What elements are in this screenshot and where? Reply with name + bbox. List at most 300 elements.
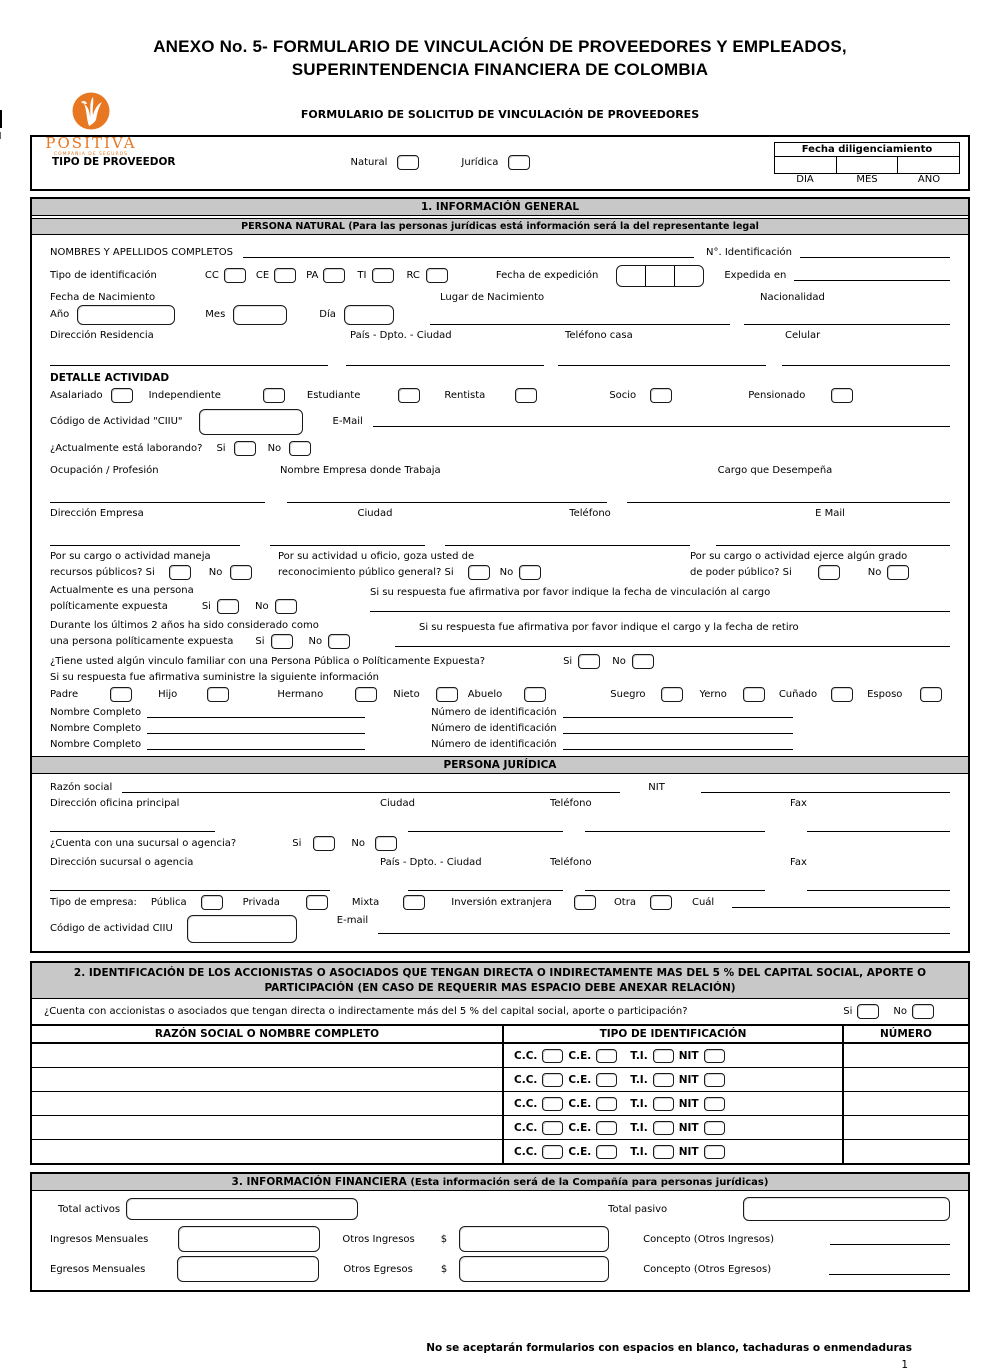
seccion-2-header	[32, 963, 968, 999]
cargo-label: Cargo que Desempeña	[717, 464, 833, 476]
title-line-2: SUPERINTENDENCIA FINANCIERA DE COLOMBIA	[291, 59, 709, 79]
razon-social-cell[interactable]	[32, 1068, 504, 1091]
nit-label: NIT	[648, 781, 665, 793]
ce-checkbox[interactable]	[274, 268, 296, 283]
nombre-empresa-label: Nombre Empresa donde Trabaja	[280, 464, 441, 476]
hermano-label: Hermano	[277, 688, 324, 700]
tipo-empresa-label: Tipo de empresa:	[50, 896, 137, 908]
rc-checkbox[interactable]	[426, 268, 448, 283]
cargo-line[interactable]	[627, 492, 950, 503]
cc-row-checkbox[interactable]	[542, 1073, 563, 1087]
tipo-proveedor-box	[30, 135, 970, 191]
nombres-line[interactable]	[243, 247, 694, 258]
pep-actual-pregunta	[50, 583, 370, 615]
dia-nacimiento-label: Día	[319, 309, 336, 321]
pep-2anos-line[interactable]	[395, 636, 950, 647]
ce-label: CE	[255, 270, 270, 282]
persona-natural-header: PERSONA NATURAL (Para las personas jurídicas está información será la del representante legal	[32, 218, 968, 235]
nit-row-checkbox[interactable]	[704, 1145, 725, 1159]
seccion-1-box	[30, 197, 970, 953]
vinculo-no-label: No	[612, 655, 626, 667]
seccion-2-titulo-linea1: 2. IDENTIFICACIÓN DE LOS ACCIONISTAS O ASOCIADOS QUE TENGAN DIRECTA O INDIRECTAMENTE MAS DEL 5 % DEL CAPITAL SOCIAL, APORTE O	[73, 966, 927, 979]
direccion-empresa-line[interactable]	[50, 535, 240, 546]
nombre-completo-line-1[interactable]	[147, 707, 365, 718]
nombre-completo-label-2: Nombre Completo	[50, 722, 142, 734]
direccion-residencia-line[interactable]	[50, 355, 328, 366]
recursos-no-checkbox[interactable]	[230, 565, 252, 580]
cunado-checkbox[interactable]	[831, 687, 853, 702]
esposo-label: Esposo	[867, 688, 903, 700]
pep-2anos-no-label: No	[308, 635, 323, 647]
privada-checkbox[interactable]	[306, 895, 328, 910]
razon-social-cell[interactable]	[32, 1092, 504, 1115]
ce-row-label: C.E.	[568, 1145, 592, 1158]
ti-row-checkbox[interactable]	[653, 1073, 674, 1087]
pep-2anos-nota-bloque	[395, 618, 950, 650]
egresos-currency: $	[440, 1263, 448, 1275]
nit-row-label: NIT	[678, 1097, 699, 1110]
oficina-fax-label: Fax	[790, 797, 807, 809]
reconocimiento-no-checkbox[interactable]	[519, 565, 541, 580]
fecha-expedicion-cell-2[interactable]	[646, 266, 675, 286]
fecha-mes-cell[interactable]	[836, 157, 898, 173]
sucursal-telefono-label: Teléfono	[550, 856, 592, 868]
pep-actual-si-checkbox[interactable]	[217, 599, 239, 614]
nombre-completo-line-3[interactable]	[147, 739, 365, 750]
direccion-sucursal-label: Dirección sucursal o agencia	[50, 856, 194, 868]
recursos-si-checkbox[interactable]	[169, 565, 191, 580]
codigo-ciiu-juridica-input[interactable]	[187, 915, 297, 943]
pep-2anos-si-checkbox[interactable]	[271, 634, 293, 649]
pep-2anos-no-checkbox[interactable]	[328, 634, 350, 649]
pa-label: PA	[306, 270, 319, 282]
empresa-telefono-line[interactable]	[445, 535, 690, 546]
pep-actual-nota: Si su respuesta fue afirmativa por favor indique la fecha de vinculación al cargo	[370, 587, 771, 599]
cc-row-label: C.C.	[514, 1097, 538, 1110]
vinculo-si-checkbox[interactable]	[578, 654, 600, 669]
col-razon-social: RAZÓN SOCIAL O NOMBRE COMPLETO	[32, 1026, 504, 1042]
accionistas-no-checkbox[interactable]	[912, 1004, 934, 1019]
padre-checkbox[interactable]	[110, 687, 132, 702]
direccion-empresa-label: Dirección Empresa	[50, 507, 144, 519]
rentista-label: Rentista	[444, 389, 486, 401]
juridica-label: Jurídica	[461, 156, 499, 168]
razon-social-cell[interactable]	[32, 1044, 504, 1067]
direccion-oficina-line[interactable]	[50, 821, 215, 832]
egresos-mensuales-input[interactable]	[177, 1256, 319, 1282]
natural-checkbox[interactable]	[397, 155, 419, 170]
fecha-ano-cell[interactable]	[897, 157, 959, 173]
sucursal-pregunta: ¿Cuenta con una sucursal o agencia?	[50, 837, 237, 849]
ce-row-checkbox[interactable]	[596, 1145, 617, 1159]
mes-nacimiento-label: Mes	[205, 309, 226, 321]
expedida-en-label: Expedida en	[724, 270, 787, 282]
nit-line[interactable]	[701, 782, 950, 793]
ti-row-label: T.I.	[630, 1145, 648, 1158]
ce-row-label: C.E.	[568, 1121, 592, 1134]
independiente-checkbox[interactable]	[263, 388, 285, 403]
nieto-label: Nieto	[393, 688, 420, 700]
title-line-1: ANEXO No. 5- FORMULARIO DE VINCULACIÓN DE PROVEEDORES Y EMPLEADOS,	[153, 37, 847, 56]
ingresos-mensuales-label: Ingresos Mensuales	[50, 1233, 149, 1245]
numero-id-line-2[interactable]	[563, 723, 793, 734]
otros-egresos-input[interactable]	[459, 1256, 609, 1282]
otros-egresos-label: Otros Egresos	[343, 1263, 413, 1275]
asalariado-checkbox[interactable]	[111, 388, 133, 403]
sucursal-pais-line[interactable]	[408, 880, 563, 891]
dia-label: DIA	[796, 173, 814, 185]
nit-row-label: NIT	[678, 1049, 699, 1062]
publica-label: Pública	[150, 896, 187, 908]
fecha-nacimiento-label: Fecha de Nacimiento	[50, 291, 156, 303]
ano-label: AÑO	[917, 173, 941, 185]
accionista-row-4	[32, 1116, 968, 1140]
ocupacion-label: Ocupación / Profesión	[50, 464, 159, 476]
fecha-diligenciamiento-label: Fecha diligenciamiento	[774, 142, 960, 157]
accionista-row-1	[32, 1044, 968, 1068]
direccion-sucursal-line[interactable]	[50, 880, 330, 891]
pregunta-reconocimiento	[278, 549, 690, 581]
fecha-expedicion-cell-1[interactable]	[617, 266, 646, 286]
nacionalidad-label: Nacionalidad	[760, 291, 825, 303]
codigo-ciiu-input[interactable]	[199, 409, 303, 435]
recursos-no-label: No	[208, 566, 223, 578]
cc-row-checkbox[interactable]	[542, 1121, 563, 1135]
numero-id-label-1: Número de identificación	[431, 706, 557, 718]
empresa-ciudad-line[interactable]	[270, 535, 425, 546]
fecha-diligenciamiento-table	[774, 142, 960, 185]
celular-label: Celular	[785, 329, 821, 341]
cc-label: CC	[204, 270, 219, 282]
otros-ingresos-input[interactable]	[459, 1226, 609, 1252]
num-identificacion-label: N°. Identificación	[706, 246, 792, 258]
ingresos-currency: $	[440, 1233, 448, 1245]
footer-note: No se aceptarán formularios con espacios en blanco, tachaduras o enmendaduras	[426, 1342, 912, 1355]
numero-id-line-1[interactable]	[563, 707, 793, 718]
ce-row-checkbox[interactable]	[596, 1049, 617, 1063]
pensionado-label: Pensionado	[748, 389, 806, 401]
ti-row-checkbox[interactable]	[653, 1145, 674, 1159]
pa-checkbox[interactable]	[323, 268, 345, 283]
hijo-checkbox[interactable]	[207, 687, 229, 702]
reconocimiento-line1: Por su actividad u oficio, goza usted de	[278, 550, 475, 562]
reconocimiento-line2: reconocimiento público general? Si	[278, 566, 454, 578]
ti-label: TI	[357, 270, 367, 282]
email-line[interactable]	[373, 416, 950, 427]
pep-actual-line1: Actualmente es una persona	[50, 584, 194, 596]
pep-actual-si-label: Si	[201, 600, 211, 612]
sucursal-no-checkbox[interactable]	[375, 836, 397, 851]
concepto-ingresos-label: Concepto (Otros Ingresos)	[643, 1233, 775, 1245]
seccion-3-titulo-nota: (Esta información será de la Compañía para personas jurídicas)	[410, 1177, 769, 1189]
seccion-1-header: 1. INFORMACIÓN GENERAL	[32, 199, 968, 216]
lugar-nacimiento-label: Lugar de Nacimiento	[440, 291, 545, 303]
ti-row-label: T.I.	[630, 1121, 648, 1134]
pep-actual-no-label: No	[254, 600, 269, 612]
concepto-egresos-label: Concepto (Otros Egresos)	[643, 1263, 772, 1275]
accionistas-no-label: No	[893, 1006, 907, 1018]
ano-input[interactable]	[77, 305, 175, 325]
ce-row-label: C.E.	[568, 1049, 592, 1062]
positiva-logo-icon	[72, 92, 110, 130]
laborando-si-label: Si	[216, 442, 226, 454]
oficina-ciudad-line[interactable]	[408, 821, 563, 832]
numero-id-label-2: Número de identificación	[431, 722, 557, 734]
ti-row-checkbox[interactable]	[653, 1121, 674, 1135]
accionistas-pregunta: ¿Cuenta con accionistas o asociados que tengan directa o indirectamente más del 5 % del capital social, aporte o participación?	[44, 1006, 688, 1018]
poder-line1: Por su cargo o actividad ejerce algún grado	[690, 550, 908, 562]
pep-actual-no-checkbox[interactable]	[275, 599, 297, 614]
num-identificacion-line[interactable]	[800, 247, 950, 258]
numero-id-line-3[interactable]	[563, 739, 793, 750]
telefono-casa-label: Teléfono casa	[565, 329, 633, 341]
sucursal-fax-line[interactable]	[807, 880, 950, 891]
numero-cell[interactable]	[844, 1068, 968, 1091]
accionista-row-2	[32, 1068, 968, 1092]
pep-2anos-nota: Si su respuesta fue afirmativa por favor indique el cargo y la fecha de retiro	[419, 622, 799, 634]
ti-row-label: T.I.	[630, 1097, 648, 1110]
estudiante-checkbox[interactable]	[398, 388, 420, 403]
tipo-proveedor-label: TIPO DE PROVEEDOR	[52, 156, 176, 169]
poder-no-label: No	[867, 566, 882, 578]
sucursal-no-label: No	[351, 837, 365, 849]
seccion-3-header	[32, 1174, 968, 1191]
razon-social-line[interactable]	[122, 782, 620, 793]
numero-cell[interactable]	[844, 1044, 968, 1067]
socio-label: Socio	[609, 389, 637, 401]
concepto-egresos-line[interactable]	[829, 1264, 950, 1275]
numero-cell[interactable]	[844, 1116, 968, 1139]
vinculo-no-checkbox[interactable]	[632, 654, 654, 669]
accionistas-table-header	[32, 1026, 968, 1044]
otros-ingresos-label: Otros Ingresos	[342, 1233, 415, 1245]
recursos-line2: recursos públicos? Si	[50, 566, 155, 578]
email-juridica-label: E-mail	[336, 914, 369, 926]
razon-social-label: Razón social	[50, 781, 113, 793]
numero-cell[interactable]	[844, 1140, 968, 1163]
nit-row-checkbox[interactable]	[704, 1097, 725, 1111]
pep-2anos-pregunta	[50, 618, 395, 650]
pep-actual-nota-bloque	[370, 583, 950, 615]
pais-dpto-ciudad-label: País - Dpto. - Ciudad	[350, 329, 452, 341]
abuelo-checkbox[interactable]	[524, 687, 546, 702]
egresos-mensuales-label: Egresos Mensuales	[50, 1263, 146, 1275]
total-pasivo-input[interactable]	[743, 1197, 950, 1221]
numero-id-label-3: Número de identificación	[431, 738, 557, 750]
cc-row-label: C.C.	[514, 1049, 538, 1062]
nombre-completo-label-3: Nombre Completo	[50, 738, 142, 750]
fecha-expedicion-label: Fecha de expedición	[495, 270, 599, 282]
vinculo-nota: Si su respuesta fue afirmativa suministre la siguiente información	[50, 671, 380, 683]
nit-row-checkbox[interactable]	[704, 1073, 725, 1087]
poder-no-checkbox[interactable]	[887, 565, 909, 580]
nombre-empresa-line[interactable]	[287, 492, 607, 503]
fecha-expedicion-cell-3[interactable]	[675, 266, 703, 286]
yerno-label: Yerno	[699, 688, 727, 700]
sucursal-telefono-line[interactable]	[585, 880, 765, 891]
nit-row-checkbox[interactable]	[704, 1049, 725, 1063]
nombre-completo-line-2[interactable]	[147, 723, 365, 734]
positiva-logo-tagline: COMPAÑIA DE SEGUROS	[53, 152, 129, 157]
accionistas-si-checkbox[interactable]	[857, 1004, 879, 1019]
sucursal-si-label: Si	[292, 837, 302, 849]
expedida-en-line[interactable]	[794, 270, 950, 281]
ce-row-checkbox[interactable]	[596, 1073, 617, 1087]
cc-row-label: C.C.	[514, 1121, 538, 1134]
nacionalidad-line[interactable]	[744, 314, 950, 325]
razon-social-cell[interactable]	[32, 1116, 504, 1139]
razon-social-cell[interactable]	[32, 1140, 504, 1163]
cc-row-checkbox[interactable]	[542, 1049, 563, 1063]
direccion-residencia-label: Dirección Residencia	[50, 329, 154, 341]
direccion-oficina-label: Dirección oficina principal	[50, 797, 180, 809]
socio-checkbox[interactable]	[650, 388, 672, 403]
esposo-checkbox[interactable]	[920, 687, 942, 702]
publica-checkbox[interactable]	[201, 895, 223, 910]
detalle-actividad-label: DETALLE ACTIVIDAD	[50, 371, 170, 384]
ocupacion-line[interactable]	[50, 492, 265, 503]
hijo-label: Hijo	[158, 688, 178, 700]
padre-label: Padre	[50, 688, 79, 700]
hermano-checkbox[interactable]	[355, 687, 377, 702]
oficina-telefono-line[interactable]	[585, 821, 765, 832]
yerno-checkbox[interactable]	[743, 687, 765, 702]
recursos-line1: Por su cargo o actividad maneja	[50, 550, 211, 562]
form-subtitle: FORMULARIO DE SOLICITUD DE VINCULACIÓN DE PROVEEDORES	[300, 107, 700, 121]
poder-line2: de poder público? Si	[690, 566, 792, 578]
concepto-ingresos-line[interactable]	[830, 1234, 950, 1245]
otra-label: Otra	[613, 896, 636, 908]
privada-label: Privada	[242, 896, 280, 908]
suegro-checkbox[interactable]	[661, 687, 683, 702]
accionista-row-3	[32, 1092, 968, 1116]
ti-row-checkbox[interactable]	[653, 1097, 674, 1111]
numero-cell[interactable]	[844, 1092, 968, 1115]
fecha-dia-cell[interactable]	[775, 157, 836, 173]
pregunta-poder-publico	[690, 549, 950, 581]
edge-artifact-dot	[0, 132, 1, 139]
cc-row-checkbox[interactable]	[542, 1145, 563, 1159]
inversion-extranjera-checkbox[interactable]	[574, 895, 596, 910]
nit-row-label: NIT	[678, 1145, 699, 1158]
vinculo-familiar-label: ¿Tiene usted algún vinculo familiar con una Persona Pública o Políticamente Expuesta?	[50, 655, 486, 667]
ti-row-label: T.I.	[630, 1073, 648, 1086]
cc-row-label: C.C.	[514, 1145, 538, 1158]
total-activos-label: Total activos	[58, 1203, 121, 1215]
codigo-ciiu-label: Código de Actividad "CIIU"	[50, 416, 183, 428]
mes-label: MES	[856, 173, 878, 185]
pensionado-checkbox[interactable]	[831, 388, 853, 403]
pais-dpto-ciudad-line[interactable]	[346, 355, 544, 366]
poder-si-checkbox[interactable]	[818, 565, 840, 580]
pep-2anos-line2: una persona políticamente expuesta	[50, 635, 234, 647]
accionista-row-5	[32, 1140, 968, 1163]
oficina-fax-line[interactable]	[807, 821, 950, 832]
email-juridica-line[interactable]	[378, 923, 950, 934]
asalariado-label: Asalariado	[50, 389, 103, 401]
ti-row-checkbox[interactable]	[653, 1049, 674, 1063]
laborando-no-checkbox[interactable]	[289, 441, 311, 456]
empresa-telefono-label: Teléfono	[569, 507, 611, 519]
natural-label: Natural	[350, 156, 388, 168]
reconocimiento-no-label: No	[499, 566, 514, 578]
telefono-casa-line[interactable]	[558, 355, 766, 366]
inversion-extranjera-label: Inversión extranjera	[451, 896, 552, 908]
abuelo-label: Abuelo	[467, 688, 503, 700]
juridica-checkbox[interactable]	[508, 155, 530, 170]
total-activos-input[interactable]	[126, 1198, 358, 1220]
mixta-checkbox[interactable]	[403, 895, 425, 910]
sucursal-fax-label: Fax	[790, 856, 807, 868]
positiva-logo-text: POSITIVA	[45, 134, 137, 152]
ce-row-label: C.E.	[568, 1073, 592, 1086]
nit-row-label: NIT	[678, 1121, 699, 1134]
pep-2anos-si-label: Si	[255, 635, 265, 647]
cc-checkbox[interactable]	[224, 268, 246, 283]
dia-input[interactable]	[344, 305, 394, 325]
sucursal-si-checkbox[interactable]	[313, 836, 335, 851]
laborando-label: ¿Actualmente está laborando?	[50, 442, 203, 454]
ti-row-label: T.I.	[630, 1049, 648, 1062]
cc-row-label: C.C.	[514, 1073, 538, 1086]
mes-input[interactable]	[233, 305, 287, 325]
fecha-expedicion-input[interactable]	[616, 265, 704, 287]
laborando-si-checkbox[interactable]	[234, 441, 256, 456]
persona-juridica-header: PERSONA JURÍDICA	[32, 756, 968, 774]
seccion-2-titulo-linea2: PARTICIPACIÓN (EN CASO DE REQUERIR MAS ESPACIO DEBE ANEXAR RELACIÓN)	[264, 981, 736, 994]
suegro-label: Suegro	[610, 688, 646, 700]
seccion-3-titulo: 3. INFORMACIÓN FINANCIERA	[231, 1176, 407, 1189]
page-number: 1	[901, 1359, 908, 1371]
codigo-ciiu-juridica-label: Código de actividad CIIU	[50, 923, 173, 935]
cc-row-checkbox[interactable]	[542, 1097, 563, 1111]
pep-2anos-line1: Durante los últimos 2 años ha sido considerado como	[50, 619, 319, 631]
laborando-no-label: No	[267, 442, 282, 454]
oficina-telefono-label: Teléfono	[550, 797, 592, 809]
empresa-email-label: E Mail	[815, 507, 845, 519]
nieto-checkbox[interactable]	[436, 687, 458, 702]
empresa-email-line[interactable]	[716, 535, 950, 546]
vinculo-si-label: Si	[563, 655, 573, 667]
otra-checkbox[interactable]	[650, 895, 672, 910]
seccion-2-box	[30, 961, 970, 1165]
reconocimiento-si-checkbox[interactable]	[468, 565, 490, 580]
ano-nacimiento-label: Año	[50, 309, 70, 321]
pep-actual-line[interactable]	[370, 601, 950, 612]
nombres-label: NOMBRES Y APELLIDOS COMPLETOS	[50, 246, 234, 258]
estudiante-label: Estudiante	[306, 389, 361, 401]
cual-label: Cuál	[691, 896, 715, 908]
independiente-label: Independiente	[148, 389, 221, 401]
celular-line[interactable]	[782, 355, 950, 366]
form-title	[0, 0, 1000, 82]
ce-row-checkbox[interactable]	[596, 1097, 617, 1111]
seccion-3-box	[30, 1172, 970, 1292]
col-tipo-identificacion: TIPO DE IDENTIFICACIÓN	[504, 1026, 844, 1042]
lugar-nacimiento-line[interactable]	[430, 314, 730, 325]
ce-row-checkbox[interactable]	[596, 1121, 617, 1135]
ti-checkbox[interactable]	[372, 268, 394, 283]
nit-row-label: NIT	[678, 1073, 699, 1086]
pep-actual-line2: políticamente expuesta	[50, 600, 168, 612]
rentista-checkbox[interactable]	[515, 388, 537, 403]
tipo-identificacion-label: Tipo de identificación	[50, 270, 157, 282]
empresa-ciudad-label: Ciudad	[357, 507, 393, 519]
ingresos-mensuales-input[interactable]	[178, 1226, 320, 1252]
cual-line[interactable]	[732, 897, 950, 908]
ce-row-label: C.E.	[568, 1097, 592, 1110]
nit-row-checkbox[interactable]	[704, 1121, 725, 1135]
